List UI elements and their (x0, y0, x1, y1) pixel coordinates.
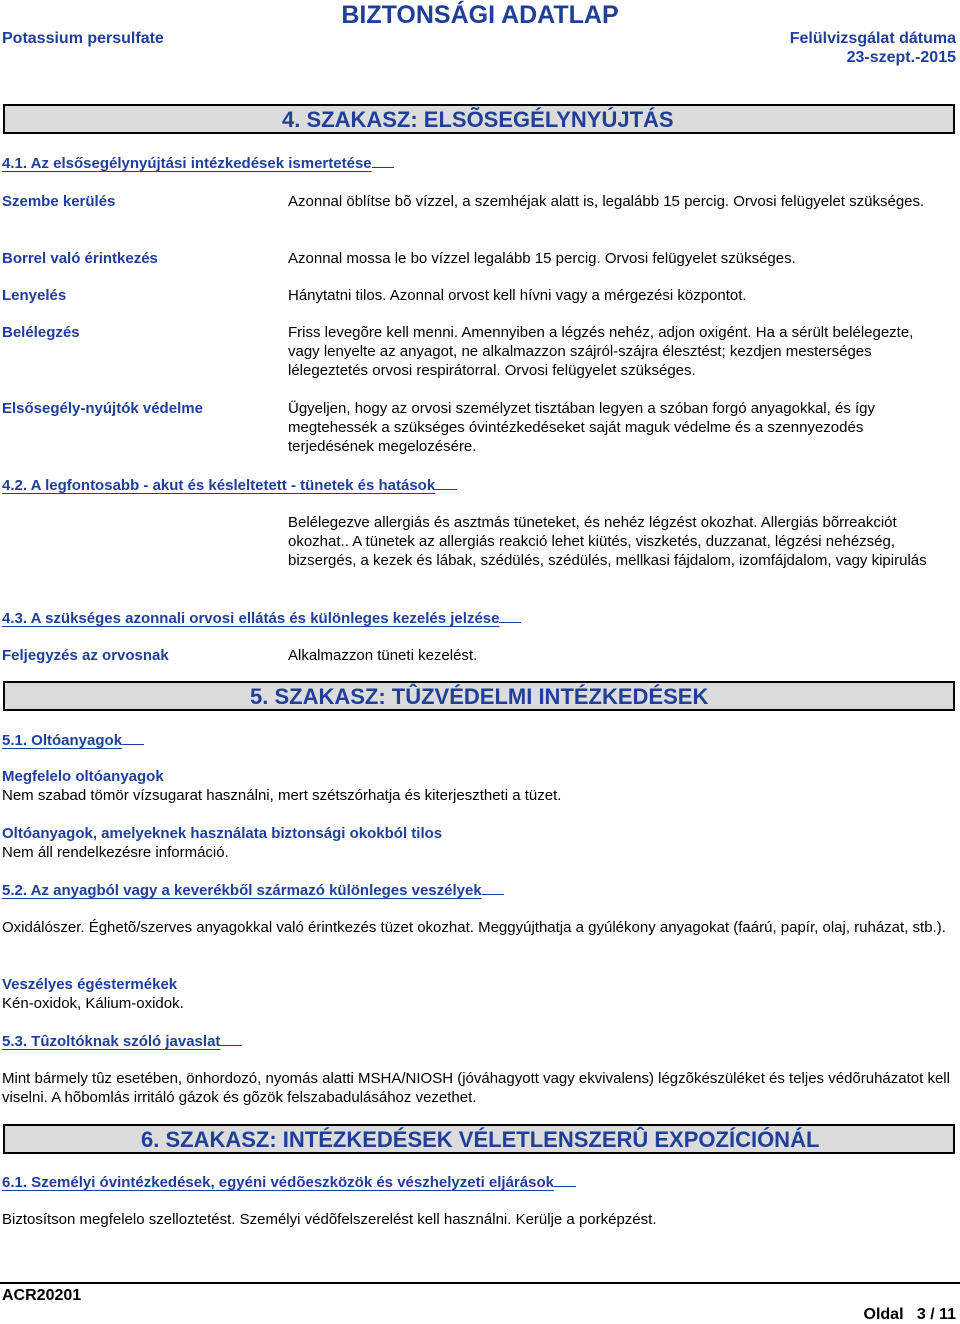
subsection-5-2-heading: 5.2. Az anyagból vagy a keverékből származó különleges veszélyek (2, 880, 504, 900)
page-number: Oldal 3 / 11 (863, 1306, 956, 1323)
symptoms-text: Belélegezve allergiás és asztmás tüneteket, és nehéz légzést okozhat. Allergiás bõrreakciót okozhat.. A tünetek az allergiás reakció lehet kiütés, viszketés, duzzanat, légzési nehézség, bizsergés, a kezek és lábak, szédülés, szédülés, mellkasi fájdalom, izomfájdalom, vagy kipirulás (288, 514, 927, 569)
firefighter-advice-text: Mint bármely tûz esetében, önhordozó, nyomás alatti MSHA/NIOSH (jóváhagyott vagy ekvivalens) légzõkészüléket és teljes védõruházatot kell viselni. A hõbomlás irritáló gázok és gõzök felszabadulásához vezethet. (2, 1070, 950, 1106)
hazardous-combustion-text: Kén-oxidok, Kálium-oxidok. (2, 995, 184, 1012)
product-name: Potassium persulfate (2, 30, 164, 47)
footer-divider (0, 1282, 960, 1284)
first-aider-protection-text: Ügyeljen, hogy az orvosi személyzet tisztában legyen a szóban forgó anyagokkal, és így megtehessék a szükséges óvintézkedéseket saját maguk védelme és a szennyezodés terjedésének megelozésére. (288, 400, 875, 455)
document-code: ACR20201 (2, 1287, 82, 1304)
skin-contact-label: Borrel való érintkezés (2, 250, 158, 267)
special-hazards-text: Oxidálószer. Éghetõ/szerves anyagokkal való érintkezés tüzet okozhat. Meggyújthatja a gyúlékony anyagokat (faárú, papír, olaj, ruházat, stb.). (2, 919, 946, 936)
revision-date-label: Felülvizsgálat dátuma (789, 30, 956, 47)
section-6-header (3, 1124, 955, 1154)
suitable-media-text: Nem szabad tömör vízsugarat használni, mert szétszórhatja és kiterjesztheti a tüzet. (2, 787, 562, 804)
inhalation-text: Friss levegõre kell menni. Amennyiben a légzés nehéz, adjon oxigént. Ha a sérült belélegezte, vagy lenyelte az anyagot, ne alkalmazzon szájról-szájra élesztést; kezdjen mesterséges lélegeztetés orvosi respirátorral. Orvosi felügyelet szükséges. (288, 324, 914, 379)
subsection-4-2-heading: 4.2. A legfontosabb - akut és késleltetett - tünetek és hatások (2, 475, 457, 495)
ingestion-label: Lenyelés (2, 287, 67, 304)
revision-date: 23-szept.-2015 (846, 49, 956, 66)
unsuitable-media-label: Oltóanyagok, amelyeknek használata biztonsági okokból tilos (2, 825, 443, 842)
personal-precautions-text: Biztosítson megfelelo szelloztetést. Személyi védõfelszerelést kell használni. Kerülje a porképzést. (2, 1211, 657, 1228)
subsection-5-3-heading: 5.3. Tûzoltóknak szóló javaslat (2, 1031, 242, 1051)
section-4-header (3, 104, 955, 134)
subsection-5-1-heading: 5.1. Oltóanyagok (2, 730, 144, 750)
eye-contact-label: Szembe kerülés (2, 193, 116, 210)
section-5-header (3, 681, 955, 711)
section-5-title: 5. SZAKASZ: TÛZVÉDELMI INTÉZKEDÉSEK (250, 684, 709, 709)
note-to-physician-label: Feljegyzés az orvosnak (2, 647, 169, 664)
subsection-4-3-heading: 4.3. A szükséges azonnali orvosi ellátás és különleges kezelés jelzése (2, 608, 521, 628)
document-title: BIZTONSÁGI ADATLAP (341, 1, 619, 29)
hazardous-combustion-label: Veszélyes égéstermékek (2, 976, 178, 993)
section-6-title: 6. SZAKASZ: INTÉZKEDÉSEK VÉLETLENSZERÛ EXPOZÍCIÓNÁL (141, 1127, 820, 1152)
subsection-6-1-heading: 6.1. Személyi óvintézkedések, egyéni védõeszközök és vészhelyzeti eljárások (2, 1172, 576, 1192)
suitable-media-label: Megfelelo oltóanyagok (2, 768, 164, 785)
inhalation-label: Belélegzés (2, 324, 80, 341)
skin-contact-text: Azonnal mossa le bo vízzel legalább 15 percig. Orvosi felügyelet szükséges. (288, 250, 796, 267)
eye-contact-text: Azonnal öblítse bõ vízzel, a szemhéjak alatt is, legalább 15 percig. Orvosi felügyelet szükséges. (288, 193, 925, 210)
subsection-4-1-heading: 4.1. Az elsősegélynyújtási intézkedések ismertetése (2, 153, 394, 173)
unsuitable-media-text: Nem áll rendelkezésre információ. (2, 844, 229, 861)
first-aider-protection-label: Elsősegély-nyújtók védelme (2, 400, 203, 417)
note-to-physician-text: Alkalmazzon tüneti kezelést. (288, 647, 478, 664)
ingestion-text: Hánytatni tilos. Azonnal orvost kell hívni vagy a mérgezési központot. (288, 287, 747, 304)
section-4-title: 4. SZAKASZ: ELSÕSEGÉLYNYÚJTÁS (282, 107, 674, 132)
